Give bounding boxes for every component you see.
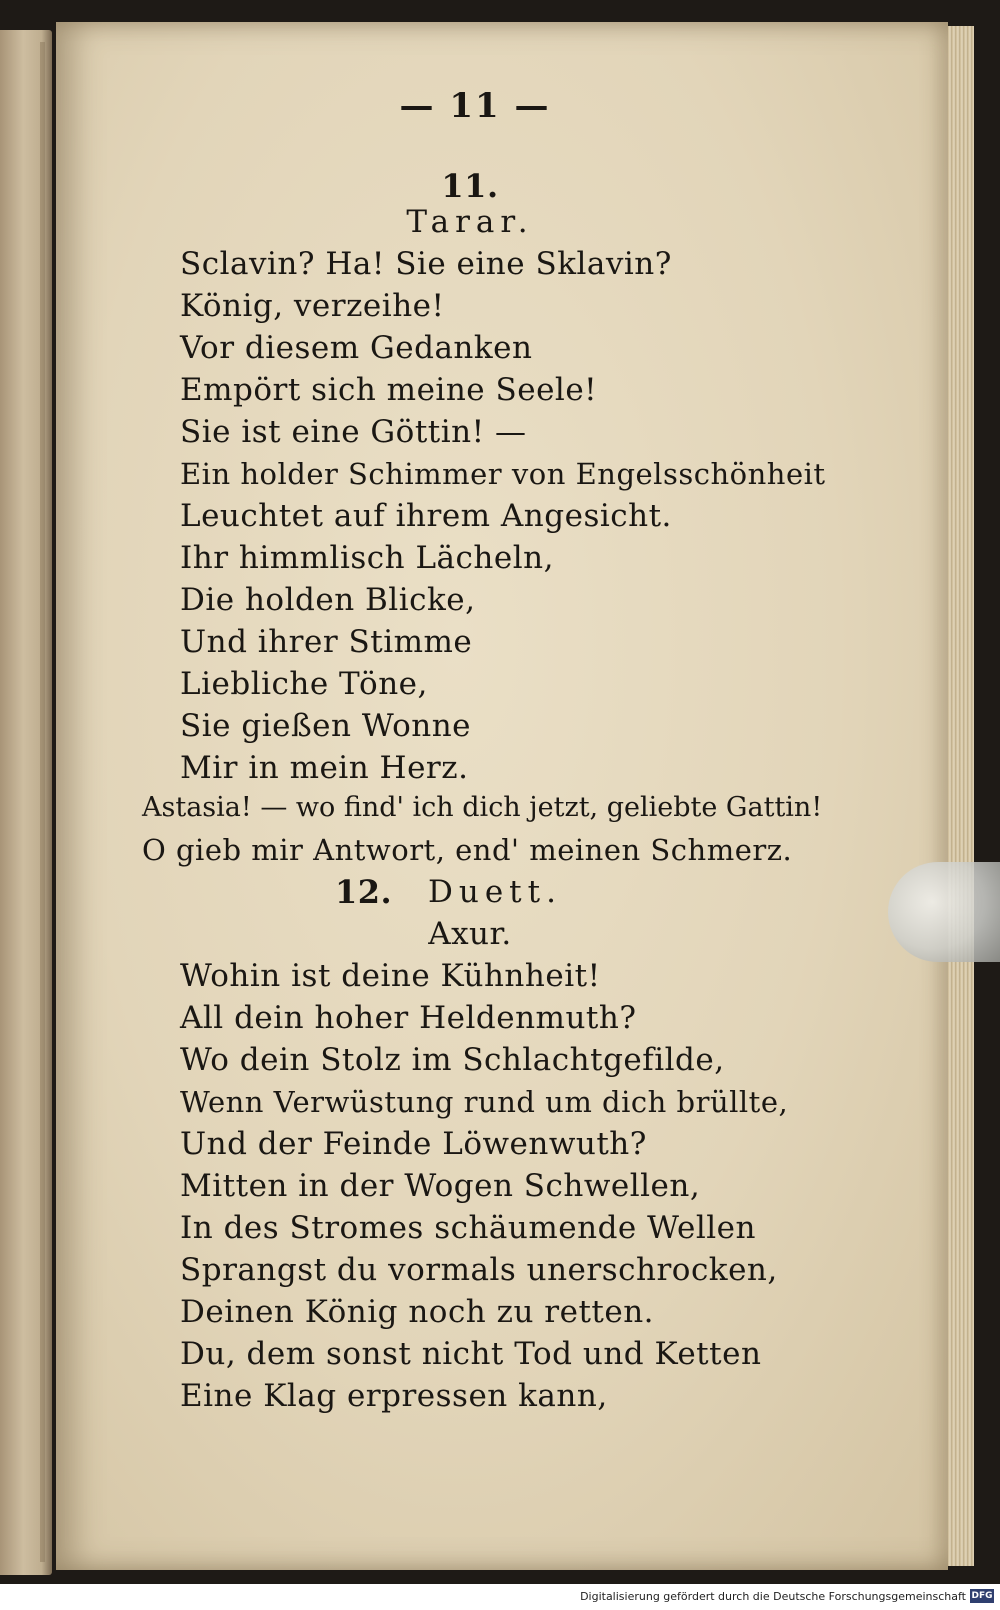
dfg-logo-icon: DFG (971, 1591, 993, 1601)
verse-line: Astasia! — wo find' ich dich jetzt, geliebte Gattin! (142, 792, 823, 823)
verse-line: Eine Klag erpressen kann, (180, 1378, 608, 1414)
page-header: — 11 — (399, 86, 551, 126)
verse-line: All dein hoher Heldenmuth? (180, 1000, 637, 1036)
speaker-name: Tarar. (406, 204, 534, 240)
section-number: 11. (441, 167, 499, 205)
verse-line: Du, dem sonst nicht Tod und Ketten (180, 1336, 762, 1372)
speaker-name: Axur. (428, 916, 512, 952)
verse-line: Und der Feinde Löwenwuth? (180, 1126, 647, 1162)
verse-line: Empört sich meine Seele! (180, 372, 598, 408)
verse-line: Vor diesem Gedanken (180, 330, 533, 366)
verse-line: Wo dein Stolz im Schlachtgefilde, (180, 1042, 725, 1078)
verse-line: Sprangst du vormals unerschrocken, (180, 1252, 778, 1288)
verse-line: Leuchtet auf ihrem Angesicht. (180, 498, 672, 534)
verse-line: Liebliche Töne, (180, 666, 428, 702)
footer-bar (0, 1584, 1000, 1610)
verse-line: Sie ist eine Göttin! — (180, 414, 527, 450)
verse-line: Ihr himmlisch Lächeln, (180, 540, 554, 576)
verse-line: Die holden Blicke, (180, 582, 476, 618)
funding-credit: Digitalisierung gefördert durch die Deutsche Forschungsgemeinschaft (580, 1590, 966, 1603)
section-number: 12. (335, 873, 393, 911)
verse-line: Wohin ist deine Kühnheit! (180, 958, 601, 994)
verse-line: Sie gießen Wonne (180, 708, 472, 744)
verse-line: Ein holder Schimmer von Engelsschönheit (180, 457, 826, 491)
verse-line: Mir in mein Herz. (180, 750, 469, 786)
verse-line: O gieb mir Antwort, end' meinen Schmerz. (142, 833, 793, 867)
verse-line: In des Stromes schäumende Wellen (180, 1210, 756, 1246)
section-title: Duett. (428, 874, 562, 910)
verse-line: Und ihrer Stimme (180, 624, 473, 660)
verse-line: Wenn Verwüstung rund um dich brüllte, (180, 1085, 789, 1119)
verse-line: König, verzeihe! (180, 288, 445, 324)
verse-line: Sclavin? Ha! Sie eine Sklavin? (180, 246, 672, 282)
page-clip-tab (888, 862, 1000, 962)
verse-line: Mitten in der Wogen Schwellen, (180, 1168, 701, 1204)
verse-line: Deinen König noch zu retten. (180, 1294, 655, 1330)
